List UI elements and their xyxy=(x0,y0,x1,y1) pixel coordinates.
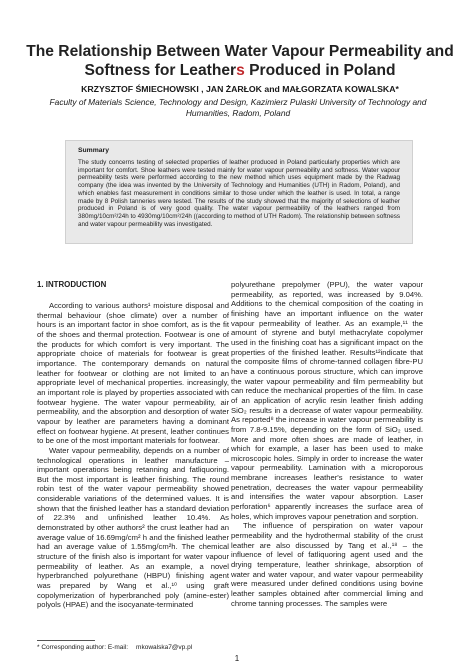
footnote-label: * Corresponding author: E-mail: xyxy=(37,644,129,651)
author-affiliation: Faculty of Materials Science, Technology and Design, Kazimierz Pulaski University of Technology and Humanities, Radom, Poland xyxy=(49,97,427,118)
left-column xyxy=(37,280,229,610)
author-email[interactable]: mkowalska7@vp.pl xyxy=(136,644,193,651)
title-text-part-3: Produced in Poland xyxy=(244,62,396,79)
section-heading-introduction: 1. INTRODUCTION xyxy=(37,280,107,289)
footnote-divider xyxy=(37,640,95,641)
summary-text: The study concerns testing of selected properties of leather produced in Poland particularly properties which are important for comfort. Shoe leathers were tested mainly for water vapour permeability and softness. Water vapour permeability tests were performed according to the new method which uses equipment made by the Radwag company (the idea was invented by the University of Technology and Humanities (UTH) in Radom, Poland), and which enables fast measurement in conditions similar to those under which the leather is used. In total, a range made by 8 Polish tanneries were tested. The results of the study showed that the majority of selections of leather produced in Poland is of very good quality. The water vapour permeability of the leathers ranged from 380mg/10cm²/24h to 4930mg/10cm²/24h ((according to method of UTH Radom). The relationship between softness and water vapour permeability was investigated. xyxy=(78,159,400,228)
intro-paragraph-4: The influence of perspiration on water vapour permeability and the hydrothermal stability of the crust leather are also discussed by Tang et al.,¹⁸ – the influence of level of fatliquoring agent used and the drying temperature, leather shrinkage, absorption of water and water vapour, and water vapour permeability were measured under defined conditions using bovine leather samples obtained after commercial liming and chrome tanning processes. The samples were xyxy=(231,521,423,608)
intro-paragraph-3: polyurethane prepolymer (PPU), the water vapour permeability, as reported, was increased by 9.04%. Additions to the chemical composition of the coating in finishing have an important influence on the water vapour permeability of leather. As an example,¹¹ the amount of styrene and butyl methacrylate copolymer used in the finishing coat has a significant impact on the properties of the finished leather. Results¹²indicate that the composite films of chrome-tanned collagen fibre-PU have a continuous porous structure, which can improve the water vapour permeability and film permeability but can reduce the mechanical properties of the film. In case of an application of acrylic resin leather finish adding SiO₂ results in a decrease of water vapour permeability. As reported⁸ the increase in water vapour permeability is from 7.8-9.15%, depending on the form of SiO₂ used. More and more often shoes are made of leather, in which for example, a laser has been used to make microscopic holes. Simply in order to increase the water vapour permeability. Lamination with a microporous membrane increases leather's resistance to water penetration, decreases the water vapour permeability and intensifies the water vapour absorption. Laser perforation⁶ apparently increases the surface area of holes, which improves vapour penetration and sorption. xyxy=(231,280,423,521)
intro-paragraph-2: Water vapour permeability, depends on a number of technological operations in leather manufacture – important operations being retanning and fatliquoring. But the most important is leather finishing. The round robin test of the water vapour permeability showed considerable variations of the determined values. It is shown that the finished leather has a standard deviation of 22.3% and unfinished leather 10.4%. As demonstrated by other authors² the crust leather had an average value of 16.69mg/cm² h and the finished leather had an average value of 1.55mg/cm²h. The chemical structure of the finish also is important for water vapour permeability of leather. As an example, a novel hyperbranched polyurethane (HBPU) finishing agent was prepared by Wang et al.,¹⁰ using graft copolymerization of hyperbranched poly (amine-ester) polyols (HPAE) and the isocyanate-terminated xyxy=(37,445,229,610)
title-text-part-1: The Relationship Between Water Vapour Permeability and Softness for Leather xyxy=(26,43,454,79)
paper-title xyxy=(20,42,460,80)
summary-box xyxy=(65,140,413,244)
intro-paragraph-1: According to various authors¹ moisture disposal and thermal behaviour (shoe climate) over a number of hours is an important factor in shoe comfort, as is the fit of the shoes and thermal protection. Footwear is one of the products for which comfort is very important. The appropriate choice of materials for footwear is great importance. The contemporary demands on natural leather for footwear or clothing are not limited to an appropriate level of mechanical properties. increasingly, an important role is played by properties associated with footwear hygiene. The water vapour permeability, air permeability, and the absorption and desorption of water vapour by leather are parameters having a dominant effect on footwear hygiene. At present, leather continues to be one of the most important materials for footwear. xyxy=(37,301,229,446)
right-column xyxy=(231,280,423,608)
page-number: 1 xyxy=(234,654,240,663)
author-list: KRZYSZTOF ŚMIECHOWSKI , JAN ŻARŁOK and MAŁGORZATA KOWALSKA* xyxy=(81,84,399,94)
title-highlighted-letter: s xyxy=(236,62,245,79)
corresponding-author-footnote xyxy=(37,644,337,652)
summary-heading: Summary xyxy=(78,147,109,154)
